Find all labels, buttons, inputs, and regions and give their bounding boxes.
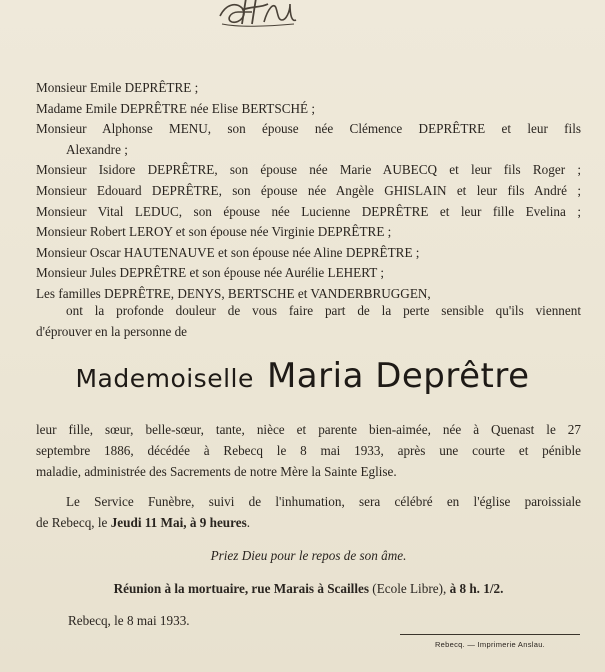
place-date: Rebecq, le 8 mai 1933. (68, 613, 190, 628)
gathering-line: Réunion à la mortuaire, rue Marais à Scailles (Ecole Libre), à 8 h. 1/2. (113, 581, 504, 596)
deceased-fullname: Maria Deprêtre (266, 356, 530, 396)
family-line: Monsieur Edouard DEPRÊTRE, son épouse née Angèle GHISLAIN et leur fils André ; (36, 182, 581, 198)
details-paragraph: leur fille, sœur, belle-sœur, tante, nièce et parente bien-aimée, née à Quenast le 27 septembre 1886, décédée à Rebecq le 8 mai 1933, après une courte et pénible maladie, administrée des Sacrements de notre Mère la Sainte Eglise. (36, 422, 581, 479)
monogram-ornament (212, 0, 302, 34)
family-line: Monsieur Isidore DEPRÊTRE, son épouse née Marie AUBECQ et leur fils Roger ; (36, 162, 581, 178)
honorific: Mademoiselle (75, 364, 254, 393)
family-line: Monsieur Jules DEPRÊTRE et son épouse née Aurélie LEHERT ; (36, 265, 385, 281)
prayer-line: Priez Dieu pour le repos de son âme. (210, 548, 407, 563)
announcement-paragraph: ont la profonde douleur de vous faire part de la perte sensible qu'ils viennent d'éprouver en la personne de (36, 303, 581, 339)
family-line: Les familles DEPRÊTRE, DENYS, BERTSCHE et VANDERBRUGGEN, (36, 285, 431, 301)
family-line: Monsieur Emile DEPRÊTRE ; (36, 80, 199, 95)
family-line: Monsieur Robert LEROY et son épouse née Virginie DEPRÊTRE ; (36, 224, 392, 240)
deceased-name (0, 356, 605, 396)
family-line: Monsieur Oscar HAUTENAUVE et son épouse née Aline DEPRÊTRE ; (36, 244, 420, 260)
service-date: Jeudi 11 Mai, à 9 heures (110, 515, 247, 530)
family-line: Alexandre ; (66, 141, 128, 157)
service-paragraph: Le Service Funèbre, suivi de l'inhumation, sera célébré en l'église paroissiale de Rebecq, le Jeudi 11 Mai, à 9 heures. (36, 494, 581, 530)
family-line: Monsieur Alphonse MENU, son épouse née Clémence DEPRÊTRE et leur fils (36, 121, 581, 137)
family-list (36, 78, 581, 305)
printer-credit: Rebecq. — Imprimerie Anslau. (400, 634, 580, 649)
family-line: Monsieur Vital LEDUC, son épouse née Lucienne DEPRÊTRE et leur fille Evelina ; (36, 203, 581, 219)
family-line: Madame Emile DEPRÊTRE née Elise BERTSCHÉ ; (36, 100, 316, 116)
